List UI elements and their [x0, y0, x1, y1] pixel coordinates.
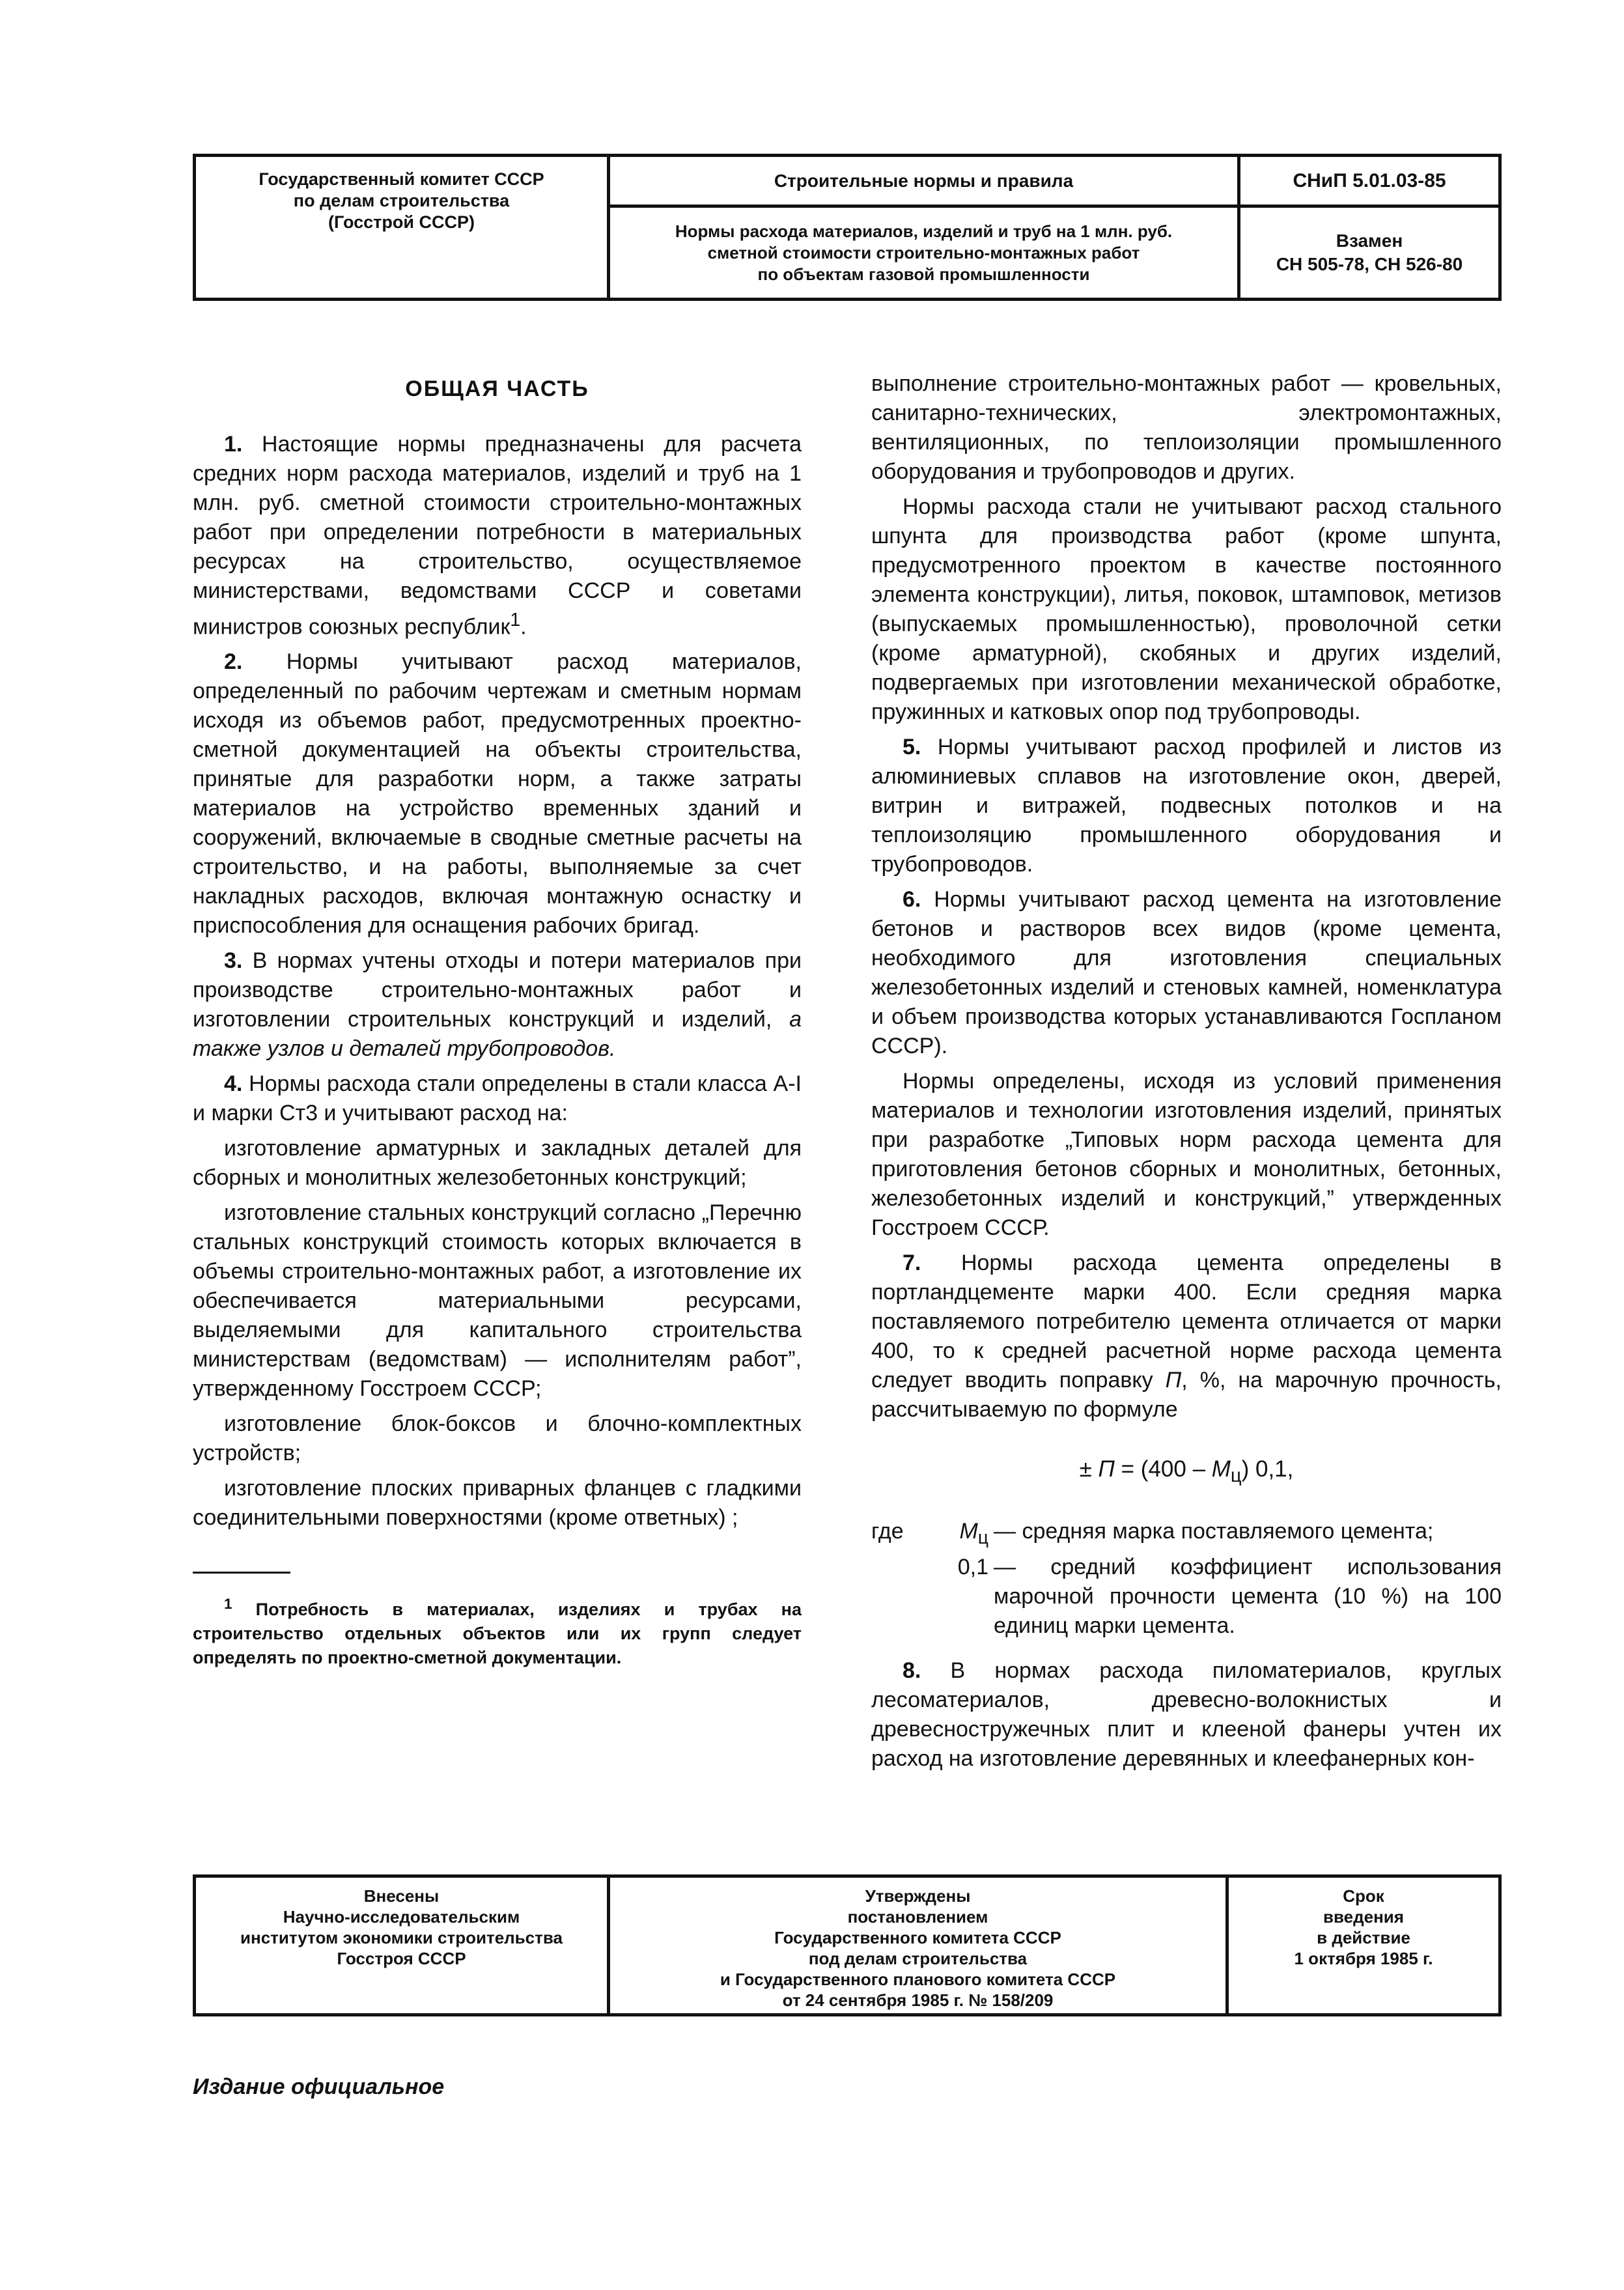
section-title: ОБЩАЯ ЧАСТЬ — [405, 376, 589, 401]
footer-line: введения — [1323, 1907, 1404, 1927]
paragraph-4 — [193, 1069, 802, 1128]
paragraph-text: В нормах учтены отходы и потери материалов при производстве строительно-монтажных работ и изготовлении строительных конструкций и изделий, — [193, 948, 802, 1032]
header-org-line: (Госстрой СССР) — [328, 212, 475, 232]
paragraph-7 — [871, 1249, 1502, 1424]
header-org-line: Государственный комитет СССР — [259, 169, 544, 189]
paragraph-number: 3. — [224, 948, 243, 974]
legend-label: где — [871, 1519, 904, 1544]
footnote-ref: 1 — [510, 610, 521, 630]
paragraph-text: Нормы учитывают расход материалов, определенный по рабочим чертежам и сметным нормам исходя из объемов работ, предусмотренных проектно-сметной документацией на объекты строительства, принятые для разработки норм, а также затраты материалов на устройство временных зданий и сооружений, включаемые в сводные сметные расчеты на строительство, и на работы, выполняемые за счет накладных расходов, включая монтажную оснастку и приспособления для оснащения рабочих бригад. — [193, 649, 802, 939]
header-doc-type: Строительные нормы и правила — [610, 157, 1237, 208]
paragraph-4f: Нормы расхода стали не учитывают расход стального шпунта для производства работ (кроме шпунта, предусмотренного проектом в качестве постоянного элемента конструкции), литья, поковок, штамповок, метизов (выпускаемых промышленностью), проволочной сетки (кроме арматурной), скобяных и других изделий, подвергаемых при изготовлении механической обработке, пружинных и катковых опор под трубопроводы. — [871, 494, 1502, 724]
legend-symbol-var: М — [959, 1519, 978, 1544]
paragraph-number: 4. — [224, 1071, 243, 1097]
footer-line: постановлением — [847, 1907, 988, 1927]
footer-approved — [610, 1878, 1229, 2013]
paragraph-3 — [193, 946, 802, 1064]
footer-table — [193, 1874, 1502, 2016]
footer-line: от 24 сентября 1985 г. № 158/209 — [782, 1990, 1054, 2010]
legend-spacer — [871, 1553, 935, 1641]
paragraph-4e: выполнение строительно-монтажных работ — кровельных, санитарно-технических, электромонтажных, вентиляционных, по теплоизоляции промышленного оборудования и трубопроводов и других. — [871, 371, 1502, 484]
header-code-column — [1240, 157, 1498, 298]
footer-line: Утверждены — [865, 1886, 971, 1906]
paragraph-number: 8. — [903, 1658, 921, 1683]
paragraph-end: . — [520, 614, 527, 640]
paragraph-text: В нормах расхода пиломатериалов, круглых лесоматериалов, древесно-волокнистых и древесностружечных плит и клееной фанеры учтен их расход на изготовление деревянных и клеефанерных кон- — [871, 1658, 1502, 1771]
footer-line: Внесены — [363, 1886, 440, 1906]
footnote-divider — [193, 1572, 290, 1574]
paragraph-8 — [871, 1656, 1502, 1774]
header-title-line: Нормы расхода материалов, изделий и труб на 1 млн. руб. — [675, 221, 1173, 241]
header-replaces-label: Взамен — [1336, 231, 1403, 251]
footnote-text: Потребность в материалах, изделиях и трубах на строительство отдельных объектов или их групп следует определять по проектно-сметной документации. — [193, 1600, 802, 1668]
footnote-mark: 1 — [224, 1596, 232, 1613]
formula-variable: П — [1165, 1368, 1182, 1392]
header-doc-title — [610, 208, 1237, 298]
formula-end: ) 0,1, — [1241, 1456, 1294, 1482]
footer-line: Государственного комитета СССР — [774, 1928, 1061, 1947]
paragraph-text: Нормы расхода цемента определены в портландцементе марки 400. Если средняя марка поставляемого потребителю цемента отличается от марки 400, то к средней расчетной норме расхода цемента следует вводить поправку — [871, 1251, 1502, 1392]
legend-symbol: 0,1 — [957, 1554, 988, 1579]
footer-line: в действие — [1317, 1928, 1410, 1947]
header-org-line: по делам строительства — [293, 191, 510, 210]
legend-text: — средняя марка поставляемого цемента; — [994, 1519, 1434, 1544]
footer-line: Срок — [1343, 1886, 1384, 1906]
legend-symbol-sub: ц — [977, 1527, 988, 1548]
header-title-line: по объектам газовой промышленности — [757, 264, 1090, 284]
header-replaces-value: СН 505-78, СН 526-80 — [1276, 254, 1463, 274]
footer-line: институтом экономики строительства — [240, 1928, 563, 1947]
footer-line: Госстроя СССР — [337, 1949, 466, 1968]
paragraph-text: Нормы учитывают расход профилей и листов из алюминиевых сплавов на изготовление окон, дверей, витрин и витражей, подвесных потолков и на теплоизоляцию промышленного оборудования и трубопроводов. — [871, 735, 1502, 877]
paragraph-number: 7. — [903, 1251, 921, 1275]
formula-variable: П — [1098, 1456, 1115, 1482]
footer-line: и Государственного планового комитета СССР — [720, 1970, 1116, 1989]
footnote — [193, 1592, 802, 1670]
paragraph-4d: изготовление плоских приварных фланцев с гладкими соединительными поверхностями (кроме ответных) ; — [193, 1476, 802, 1531]
paragraph-1 — [193, 430, 802, 642]
legend-symbol — [935, 1517, 994, 1553]
footer-line: под делам строительства — [808, 1949, 1028, 1968]
paragraph-number: 5. — [903, 735, 921, 759]
paragraph-4c: изготовление блок-боксов и блочно-комплектных устройств; — [193, 1411, 802, 1466]
paragraph-6b: Нормы определены, исходя из условий применения материалов и технологии изготовления изделий, принятых при разработке „Типовых норм расхода цемента для приготовления бетонов сборных и монолитных, бетонных, железобетонных изделий и конструкций,” утвержденных Госстроем СССР. — [871, 1069, 1502, 1240]
edition-note: Издание официальное — [193, 2074, 445, 2099]
paragraph-2 — [193, 647, 802, 940]
header-table — [193, 154, 1502, 301]
paragraph-text: Нормы расхода стали определены в стали класса А-I и марки Ст3 и учитывают расход на: — [193, 1071, 802, 1126]
formula-variable: М — [1211, 1456, 1231, 1482]
paragraph-text: Нормы учитывают расход цемента на изготовление бетонов и растворов всех видов (кроме цемента, необходимого для изготовления специальных железобетонных изделий и стеновых камней, номенклатура и объем производства которых устанавливаются Госпланом СССР). — [871, 887, 1502, 1058]
paragraph-number: 2. — [224, 649, 243, 675]
paragraph-6 — [871, 885, 1502, 1061]
formula-legend — [871, 1517, 1502, 1641]
formula-middle: = (400 – — [1114, 1456, 1212, 1482]
legend-text: — средний коэффициент использования марочной прочности цемента (10 %) на 100 единиц марки цемента. — [994, 1554, 1502, 1638]
footer-effective-date — [1229, 1878, 1498, 2013]
paragraph-text: Настоящие нормы предназначены для расчета средних норм расхода материалов, изделий и труб на 1 млн. руб. сметной стоимости строительно-монтажных работ при определении потребности в материальных ресурсах на строительство, осуществляемое министерствами, ведомствами СССР и советами министров союзных республик — [193, 432, 802, 640]
header-title-line: сметной стоимости строительно-монтажных работ — [707, 242, 1140, 262]
footer-introduced — [196, 1878, 610, 2013]
paragraph-number: 1. — [224, 432, 243, 457]
paragraph-number: 6. — [903, 887, 921, 912]
footer-line: 1 октября 1985 г. — [1294, 1949, 1433, 1968]
header-org — [196, 157, 610, 298]
header-replaces — [1240, 208, 1498, 298]
paragraph-italic: а также узлов и деталей трубопроводов. — [193, 1007, 802, 1062]
paragraph-text: , %, на марочную прочность, рассчитываемую по формуле — [871, 1368, 1502, 1422]
formula-prefix: ± — [1079, 1456, 1099, 1482]
left-column — [193, 368, 802, 1670]
header-title-column — [610, 157, 1240, 298]
paragraph-4b: изготовление стальных конструкций согласно „Перечню стальных конструкций стоимость которых включается в объемы строительно-монтажных работ, а изготовление их обеспечивается материальными ресурсами, выделяемыми для капитального строительства министерствам (ведомствам) — исполнителям работ”, утвержденному Госстроем СССР; — [193, 1200, 802, 1402]
header-code: СНиП 5.01.03-85 — [1240, 157, 1498, 208]
footer-line: Научно-исследовательским — [283, 1907, 520, 1927]
paragraph-4a: изготовление арматурных и закладных деталей для сборных и монолитных железобетонных конструкций; — [193, 1136, 802, 1191]
formula — [871, 1454, 1502, 1491]
right-column — [871, 369, 1502, 1779]
paragraph-5 — [871, 733, 1502, 879]
formula-subscript: ц — [1230, 1465, 1242, 1486]
